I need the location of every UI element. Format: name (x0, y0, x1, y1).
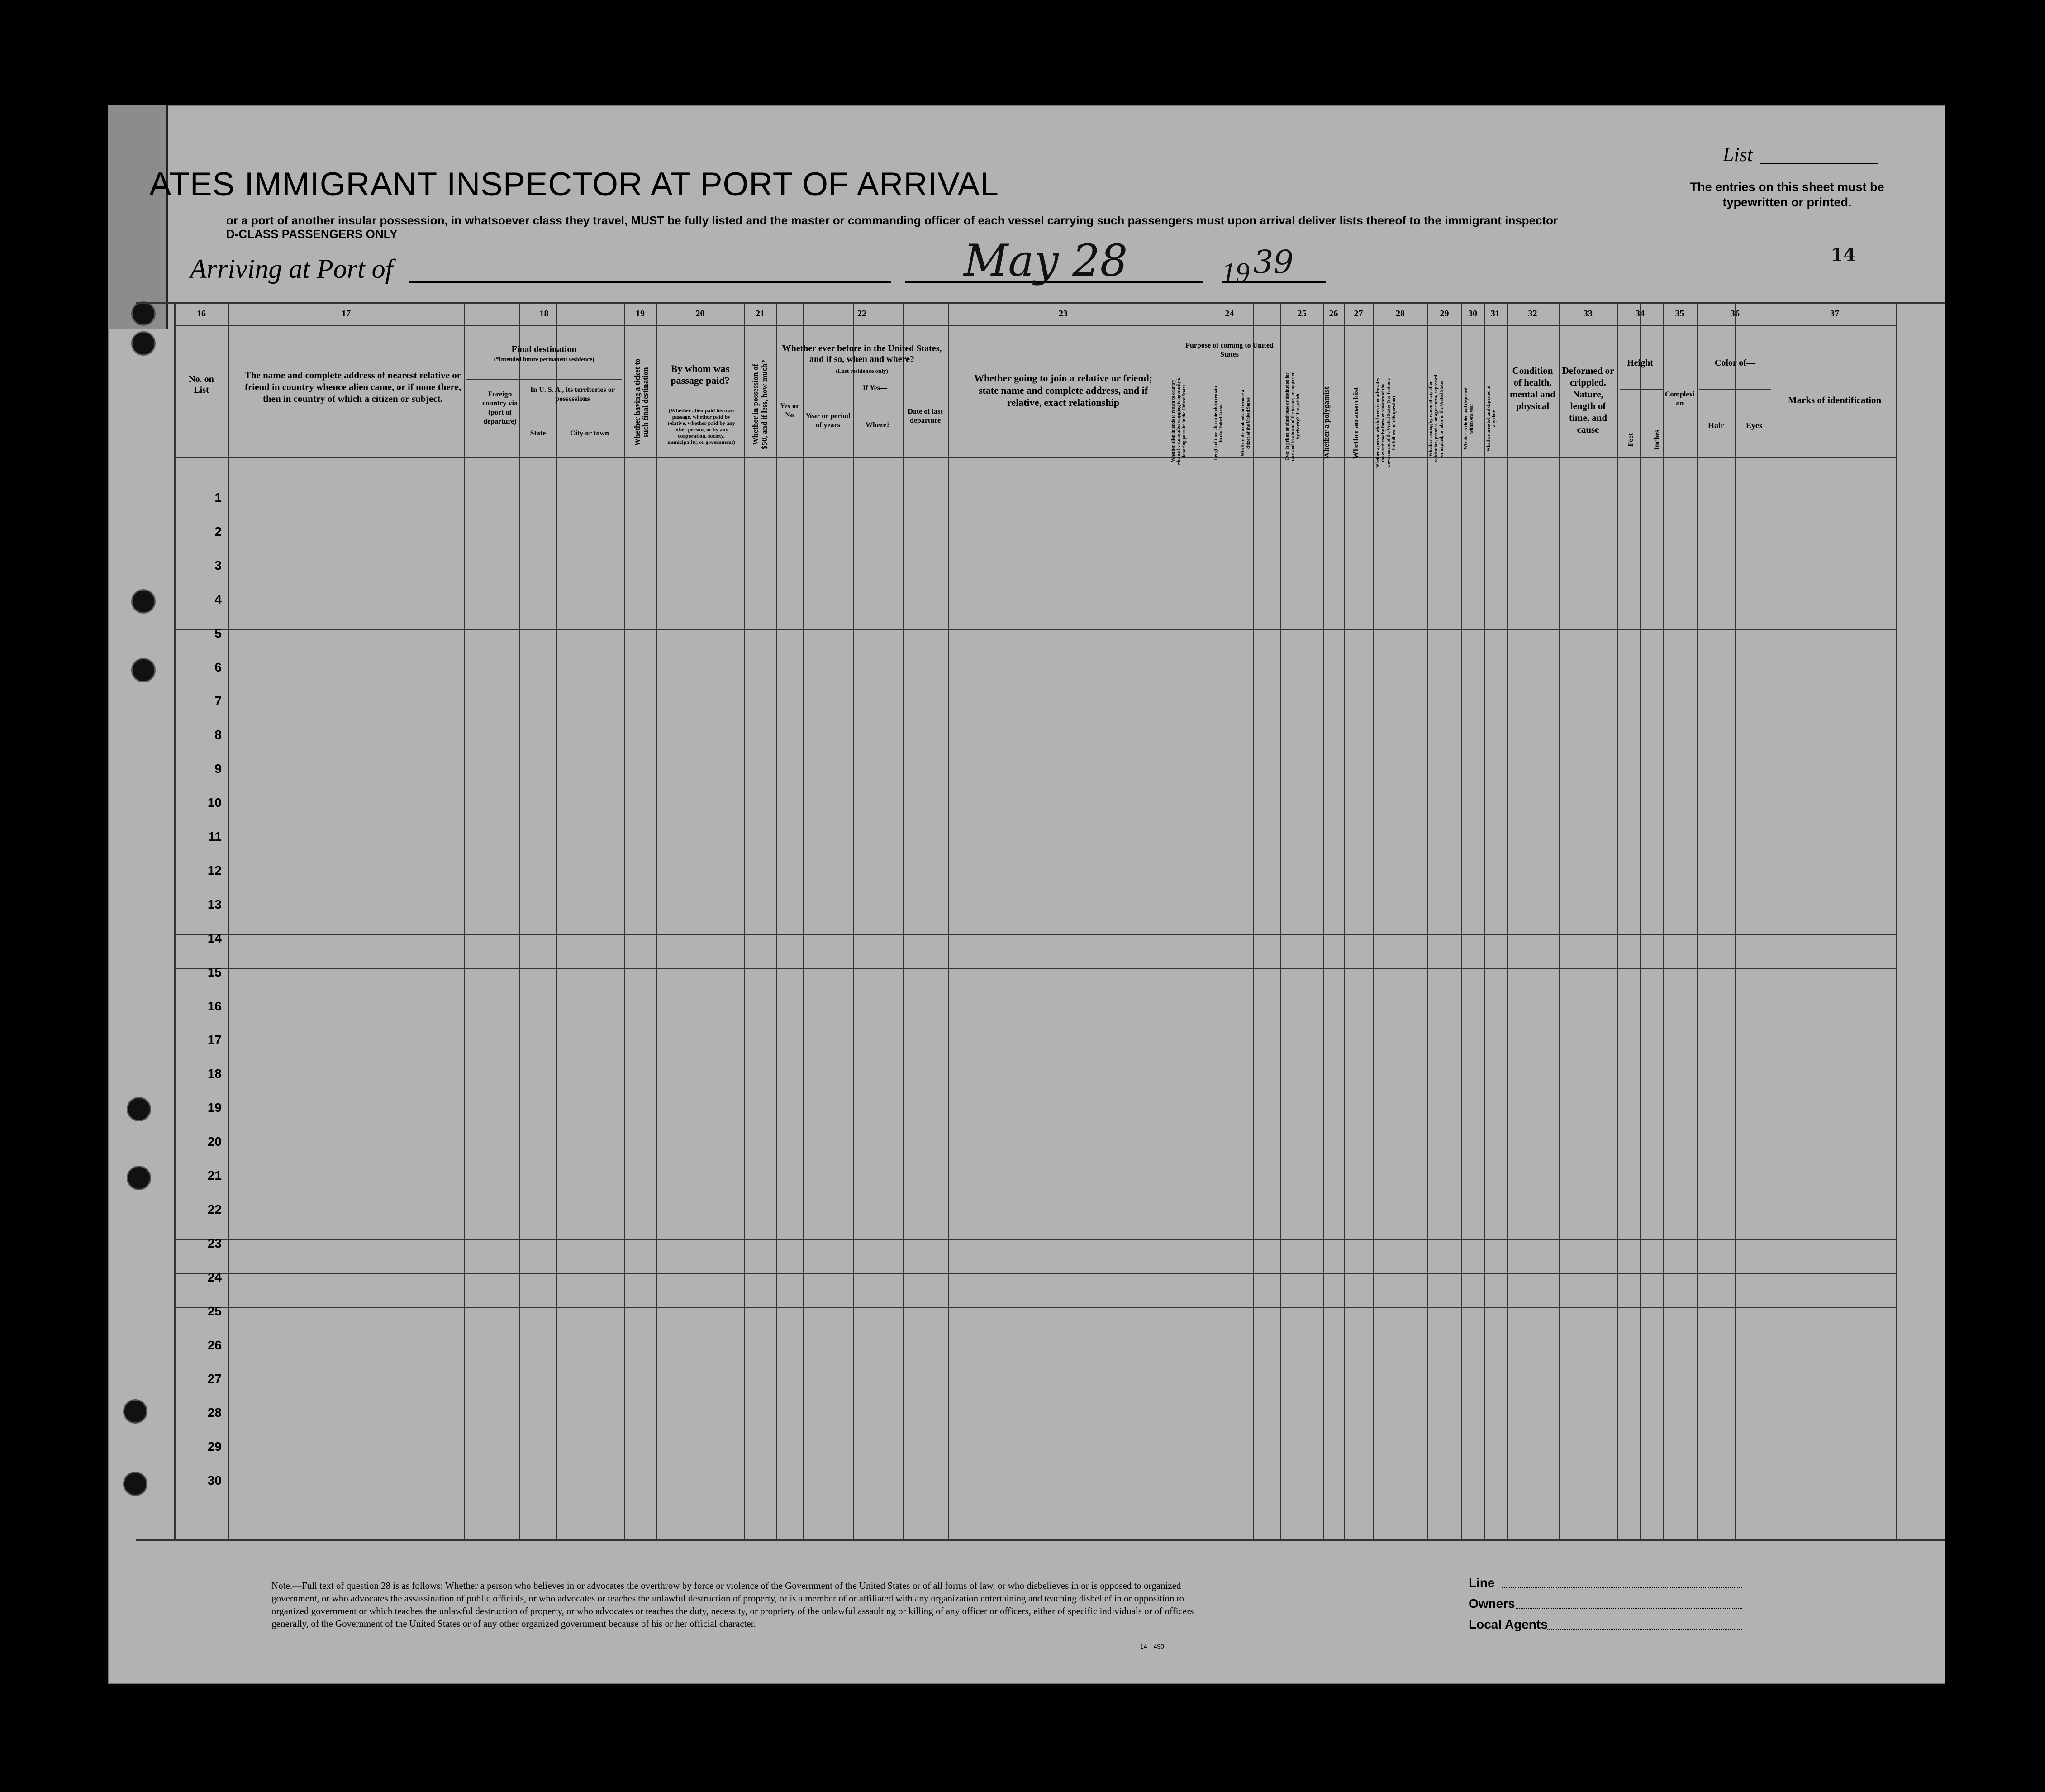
torn-corner (108, 105, 168, 329)
col-24-citizen: Whether alien intends to become a citizen of the United States (1241, 390, 1251, 457)
row-number: 7 (214, 694, 222, 708)
col-18-state: State (530, 429, 546, 437)
col-33-header: Deformed or crippled. Nature, length of time, and cause (1562, 365, 1614, 435)
row-number: 16 (207, 999, 222, 1013)
row-number: 30 (207, 1473, 222, 1488)
col-17-header: The name and complete address of nearest relative or friend in country whence alien came, or if none there, then in country of which a citizen or subject. (244, 370, 461, 404)
col-34-feet: Feet (1627, 433, 1635, 447)
col-35-number: 35 (1675, 309, 1684, 319)
row-number: 22 (207, 1202, 222, 1216)
col-22-number: 22 (857, 309, 866, 319)
row-number: 20 (207, 1134, 222, 1149)
column-rule (803, 302, 804, 1539)
col-22-note: (Last residence only) (836, 367, 888, 374)
row-rule (174, 1307, 1896, 1308)
binder-hole (131, 301, 156, 326)
col-28-number: 28 (1396, 309, 1405, 319)
row-rule (174, 1239, 1896, 1240)
row-number: 14 (207, 931, 222, 945)
col-20-number: 20 (695, 309, 705, 319)
list-label: List (1723, 143, 1753, 166)
col-36-hair: Hair (1708, 421, 1724, 430)
arriving-port-label: Arriving at Port of (190, 254, 393, 284)
port-field-line (409, 281, 891, 283)
column-number-rule (174, 325, 1896, 326)
col-21-header: Whether in possession of $50, and if less, how much? (751, 360, 769, 449)
owners-label: Owners (1469, 1597, 1515, 1611)
col-25-header: Ever in prison or almshouse or institution for care and treatment of the insane, or supported by charity? If so, which (1285, 372, 1301, 461)
column-rule (656, 302, 657, 1539)
col-20-note: (Whether alien paid his own passage, whether paid by relative, whether paid by any other person, or by any corporation, society, municipality, or government) (667, 407, 735, 445)
col-32-number: 32 (1528, 309, 1537, 319)
col-33-number: 33 (1584, 309, 1593, 319)
column-rule (1507, 302, 1508, 1539)
row-number: 19 (207, 1101, 222, 1115)
row-number: 23 (207, 1236, 222, 1250)
col-22-year: Year or period of years (805, 412, 851, 429)
col-24-return: Whether alien intends to return to country whence he came after engaging temporarily in laboring pursuits in the United States (1171, 376, 1187, 466)
column-rule (1663, 302, 1664, 1539)
col-26-header: Whether a polygamist (1322, 386, 1331, 459)
header-bottom-rule (174, 457, 1896, 458)
col-36-number: 36 (1731, 309, 1740, 319)
col-31-number: 31 (1491, 309, 1500, 319)
row-number: 21 (207, 1168, 222, 1182)
col-20-header: By whom was passage paid? (671, 363, 730, 386)
col-19-number: 19 (636, 309, 645, 319)
col-30-header: Whether excluded and deported within one year (1464, 387, 1474, 450)
col-18-usa: In U. S. A., its territories or possessions (530, 386, 615, 403)
form-title: ATES IMMIGRANT INSPECTOR AT PORT OF ARRIVAL (149, 166, 999, 203)
col-34-number: 34 (1636, 309, 1645, 319)
list-field-line (1760, 163, 1878, 164)
col-22-header: Whether ever before in the United States, and if so, when and where? (782, 343, 942, 364)
column-rule (948, 302, 949, 1539)
row-number: 28 (207, 1406, 222, 1420)
line-label: Line (1469, 1576, 1495, 1590)
form-instructions: or a port of another insular possession, in whatsoever class they travel, MUST be fully listed and the master or commanding officer of each vessel carrying such passengers must upon arrival deliver lists thereof to the immigrant inspector (226, 214, 1558, 227)
row-number: 17 (207, 1033, 222, 1047)
col-27-number: 27 (1354, 309, 1363, 319)
col-16-header: No. on List (189, 374, 214, 395)
owners-field (1516, 1608, 1742, 1609)
manifest-sheet (108, 105, 1945, 1684)
row-number: 15 (207, 965, 222, 979)
binder-hole (131, 658, 156, 682)
column-rule (464, 302, 465, 1539)
handwritten-date: May 28 (964, 235, 1128, 286)
col-18-number: 18 (539, 309, 549, 319)
column-rule (1640, 302, 1641, 1539)
row-rule (174, 629, 1896, 630)
col-16-number: 16 (197, 309, 206, 319)
binder-hole (123, 1472, 147, 1496)
column-rule (519, 302, 520, 1539)
col-18-foreign: Foreign country via (port of departure) (482, 391, 518, 425)
row-number: 13 (207, 897, 222, 911)
col-25-number: 25 (1297, 309, 1307, 319)
passenger-class-label: D-CLASS PASSENGERS ONLY (226, 227, 398, 241)
col-28-header: Whether a person who believes in or advocates the overthrow by force or violence of the Government of the United States (See footnote for full text of this question) (1375, 378, 1397, 468)
binder-hole (131, 589, 156, 614)
col-37-number: 37 (1830, 309, 1839, 319)
col-18-sub-rule (466, 379, 622, 380)
column-rule (624, 302, 625, 1539)
column-rule (744, 302, 745, 1539)
row-number: 8 (214, 728, 222, 742)
col-24-number: 24 (1225, 309, 1234, 319)
col-37-header: Marks of identification (1788, 395, 1882, 405)
row-rule (174, 968, 1896, 969)
row-number: 11 (208, 829, 222, 844)
question-28-footnote: Note.—Full text of question 28 is as follows: Whether a person who believes in or advocates the overthrow by force or violence of the Government of the United States or of all forms of law, or who disbelieves in or is opposed to organized government, or who advocates the assassination of public officials, or who advocates or teaches the unlawful destruction of property, or is a member of or affiliated with any organization entertaining and teaching disbelief in or opposition to organized government or which teaches the unlawful destruction of property, or who advocates or teaches the duty, necessity, or propriety of the unlawful assaulting or killing of any officer or officers, either of specific individuals or of officers generally, of the Government of the United States or of any other organized government because of his or her official character. (271, 1580, 1194, 1629)
col-22-ifyes: If Yes— (862, 384, 888, 392)
col-35-header: Complexion (1665, 391, 1695, 407)
row-number: 12 (207, 863, 222, 877)
col-24-header: Purpose of coming to United States (1185, 342, 1274, 358)
column-rule (1427, 302, 1428, 1539)
sheet-number: 14 (1831, 244, 1856, 266)
column-rule (1617, 302, 1618, 1539)
col-19-header: Whether having a ticket to such final destination (633, 358, 650, 446)
local-agents-label: Local Agents (1469, 1617, 1548, 1631)
column-rule (776, 302, 777, 1539)
column-rule (1559, 302, 1560, 1539)
col-18-note: (*Intended future permanent residence) (494, 356, 594, 362)
col-22-where: Where? (866, 421, 890, 429)
typewritten-note: The entries on this sheet must be typewritten or printed. (1690, 180, 1884, 209)
col-32-header: Condition of health, mental and physical (1510, 365, 1555, 411)
col-30-number: 30 (1468, 309, 1477, 319)
row-number: 26 (207, 1338, 222, 1352)
col-29-number: 29 (1440, 309, 1449, 319)
grid-top-rule (136, 302, 1945, 304)
binder-hole (131, 331, 156, 356)
column-rule (1896, 302, 1897, 1539)
column-rule (1344, 302, 1345, 1539)
row-number: 29 (207, 1439, 222, 1454)
line-field (1502, 1587, 1742, 1588)
column-rule (903, 302, 904, 1539)
row-number: 2 (214, 524, 222, 539)
col-23-header: Whether going to join a relative or friend; state name and complete address, and if relative, exact relationship (974, 372, 1153, 408)
col-29-header: Whether coming by reason of any offer, solicitation, promise, or agreement, expressed or implied, to labor in the United States (1428, 375, 1444, 462)
col-21-number: 21 (756, 309, 765, 319)
column-rule (1280, 302, 1281, 1539)
col-22-yesno: Yes or No (780, 402, 799, 419)
row-number: 5 (214, 626, 222, 640)
year-field-line (1222, 281, 1326, 283)
col-36-header: Color of— (1714, 358, 1756, 368)
row-number: 18 (207, 1067, 222, 1081)
col-36-eyes: Eyes (1746, 421, 1762, 430)
row-number: 25 (207, 1304, 222, 1318)
column-rule (1697, 302, 1698, 1539)
column-rule (1735, 302, 1736, 1539)
row-rule (174, 934, 1896, 935)
column-rule (1373, 302, 1374, 1539)
row-number: 4 (214, 592, 222, 606)
column-rule (853, 302, 854, 1539)
binder-hole (127, 1097, 151, 1121)
row-number: 10 (207, 796, 222, 810)
column-rule (228, 302, 229, 1539)
row-number: 6 (214, 660, 222, 674)
col-23-number: 23 (1059, 309, 1068, 319)
col-36-sub-rule (1699, 389, 1771, 390)
col-17-number: 17 (342, 309, 351, 319)
row-number: 24 (207, 1270, 222, 1284)
column-rule (1461, 302, 1462, 1539)
year-printed: 19 (1222, 257, 1250, 288)
column-rule (1484, 302, 1485, 1539)
col-27-header: Whether an anarchist (1351, 387, 1360, 459)
local-agents-field (1547, 1629, 1742, 1630)
column-rule (1253, 302, 1254, 1539)
column-rule (1323, 302, 1324, 1539)
col-31-header: Whether arrested and deported at any time (1486, 386, 1497, 452)
col-18-city: City or town (570, 429, 609, 437)
grid-bottom-rule (136, 1539, 1945, 1541)
row-number: 3 (214, 558, 222, 572)
col-26-number: 26 (1329, 309, 1338, 319)
row-number: 1 (214, 491, 222, 505)
handwritten-year: 39 (1253, 243, 1294, 281)
col-22-date: Date of last departure (908, 408, 943, 424)
col-18-header: Final destination (511, 344, 577, 354)
col-34-header: Height (1627, 358, 1653, 368)
col-24-length: Length of time alien intends to remain in the United States (1213, 386, 1224, 460)
column-rule (556, 302, 557, 1539)
col-34-inches: Inches (1653, 429, 1661, 450)
binder-hole (127, 1166, 151, 1190)
col-34-sub-rule (1620, 389, 1663, 390)
column-rule (174, 302, 176, 1539)
row-number: 9 (214, 762, 222, 776)
form-number: 14—490 (1140, 1643, 1164, 1650)
row-number: 27 (207, 1372, 222, 1386)
row-rule (174, 1273, 1896, 1274)
binder-hole (123, 1399, 147, 1424)
